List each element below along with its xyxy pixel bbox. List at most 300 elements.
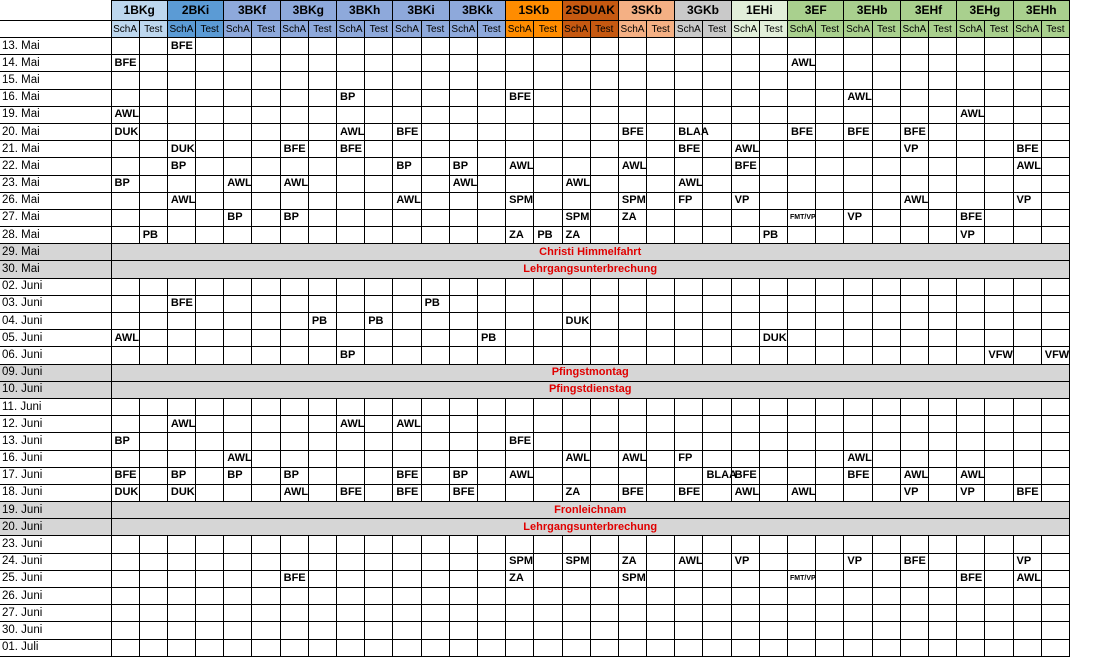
- empty-cell[interactable]: [365, 536, 393, 553]
- empty-cell[interactable]: [844, 313, 872, 330]
- empty-cell[interactable]: [788, 433, 816, 450]
- empty-cell[interactable]: [816, 295, 844, 312]
- empty-cell[interactable]: [900, 398, 928, 415]
- empty-cell[interactable]: [844, 158, 872, 175]
- empty-cell[interactable]: [1041, 192, 1069, 209]
- empty-cell[interactable]: [618, 605, 646, 622]
- empty-cell[interactable]: [618, 347, 646, 364]
- empty-cell[interactable]: [928, 398, 956, 415]
- class-header[interactable]: 3EHb: [844, 1, 900, 21]
- exam-cell[interactable]: BFE: [731, 467, 759, 484]
- empty-cell[interactable]: [393, 313, 421, 330]
- empty-cell[interactable]: [703, 89, 731, 106]
- empty-cell[interactable]: [365, 639, 393, 656]
- empty-cell[interactable]: [196, 570, 224, 587]
- empty-cell[interactable]: [167, 227, 195, 244]
- exam-cell[interactable]: BFE: [449, 484, 477, 501]
- empty-cell[interactable]: [957, 72, 985, 89]
- empty-cell[interactable]: [1041, 72, 1069, 89]
- empty-cell[interactable]: [900, 89, 928, 106]
- empty-cell[interactable]: [308, 605, 336, 622]
- empty-cell[interactable]: [788, 416, 816, 433]
- empty-cell[interactable]: [928, 467, 956, 484]
- exam-cell[interactable]: VFW: [985, 347, 1013, 364]
- empty-cell[interactable]: [1041, 433, 1069, 450]
- empty-cell[interactable]: [1041, 398, 1069, 415]
- exam-cell[interactable]: DUK: [167, 141, 195, 158]
- empty-cell[interactable]: [957, 605, 985, 622]
- empty-cell[interactable]: [196, 639, 224, 656]
- empty-cell[interactable]: [393, 209, 421, 226]
- empty-cell[interactable]: [928, 72, 956, 89]
- empty-cell[interactable]: [449, 72, 477, 89]
- empty-cell[interactable]: [900, 639, 928, 656]
- empty-cell[interactable]: [224, 278, 252, 295]
- empty-cell[interactable]: [618, 588, 646, 605]
- exam-cell[interactable]: BFE: [280, 570, 308, 587]
- class-header[interactable]: 3GKb: [675, 1, 731, 21]
- empty-cell[interactable]: [759, 295, 787, 312]
- empty-cell[interactable]: [928, 106, 956, 123]
- empty-cell[interactable]: [337, 55, 365, 72]
- empty-cell[interactable]: [844, 227, 872, 244]
- empty-cell[interactable]: [308, 570, 336, 587]
- empty-cell[interactable]: [562, 398, 590, 415]
- empty-cell[interactable]: [393, 639, 421, 656]
- empty-cell[interactable]: [308, 416, 336, 433]
- empty-cell[interactable]: [618, 398, 646, 415]
- empty-cell[interactable]: [900, 295, 928, 312]
- empty-cell[interactable]: [506, 123, 534, 140]
- empty-cell[interactable]: [167, 330, 195, 347]
- class-header[interactable]: 2SDUAK: [562, 1, 618, 21]
- empty-cell[interactable]: [224, 72, 252, 89]
- empty-cell[interactable]: [731, 55, 759, 72]
- empty-cell[interactable]: [449, 295, 477, 312]
- exam-cell[interactable]: DUK: [111, 123, 139, 140]
- empty-cell[interactable]: [111, 158, 139, 175]
- empty-cell[interactable]: [224, 536, 252, 553]
- empty-cell[interactable]: [1013, 639, 1041, 656]
- empty-cell[interactable]: [703, 553, 731, 570]
- exam-cell[interactable]: AWL: [788, 484, 816, 501]
- empty-cell[interactable]: [675, 536, 703, 553]
- empty-cell[interactable]: [759, 38, 787, 55]
- empty-cell[interactable]: [928, 209, 956, 226]
- empty-cell[interactable]: [477, 38, 505, 55]
- empty-cell[interactable]: [816, 158, 844, 175]
- empty-cell[interactable]: [731, 38, 759, 55]
- empty-cell[interactable]: [393, 295, 421, 312]
- empty-cell[interactable]: [759, 570, 787, 587]
- empty-cell[interactable]: [957, 416, 985, 433]
- empty-cell[interactable]: [985, 570, 1013, 587]
- empty-cell[interactable]: [252, 416, 280, 433]
- empty-cell[interactable]: [308, 622, 336, 639]
- exam-cell[interactable]: BLAA: [703, 467, 731, 484]
- empty-cell[interactable]: [647, 433, 675, 450]
- empty-cell[interactable]: [928, 38, 956, 55]
- empty-cell[interactable]: [618, 295, 646, 312]
- empty-cell[interactable]: [872, 536, 900, 553]
- empty-cell[interactable]: [647, 175, 675, 192]
- empty-cell[interactable]: [985, 536, 1013, 553]
- empty-cell[interactable]: [477, 89, 505, 106]
- empty-cell[interactable]: [111, 450, 139, 467]
- empty-cell[interactable]: [957, 622, 985, 639]
- empty-cell[interactable]: [985, 605, 1013, 622]
- empty-cell[interactable]: [224, 553, 252, 570]
- empty-cell[interactable]: [224, 570, 252, 587]
- empty-cell[interactable]: [393, 89, 421, 106]
- empty-cell[interactable]: [506, 295, 534, 312]
- empty-cell[interactable]: [675, 588, 703, 605]
- empty-cell[interactable]: [731, 622, 759, 639]
- empty-cell[interactable]: [139, 295, 167, 312]
- empty-cell[interactable]: [872, 588, 900, 605]
- empty-cell[interactable]: [872, 398, 900, 415]
- empty-cell[interactable]: [900, 622, 928, 639]
- empty-cell[interactable]: [1041, 209, 1069, 226]
- empty-cell[interactable]: [421, 416, 449, 433]
- empty-cell[interactable]: [421, 72, 449, 89]
- empty-cell[interactable]: [534, 484, 562, 501]
- empty-cell[interactable]: [900, 72, 928, 89]
- empty-cell[interactable]: [928, 330, 956, 347]
- empty-cell[interactable]: [647, 278, 675, 295]
- empty-cell[interactable]: [844, 38, 872, 55]
- empty-cell[interactable]: [534, 209, 562, 226]
- empty-cell[interactable]: [449, 123, 477, 140]
- empty-cell[interactable]: [675, 313, 703, 330]
- empty-cell[interactable]: [562, 55, 590, 72]
- exam-cell[interactable]: AWL: [788, 55, 816, 72]
- empty-cell[interactable]: [928, 553, 956, 570]
- empty-cell[interactable]: [1041, 227, 1069, 244]
- empty-cell[interactable]: [985, 209, 1013, 226]
- empty-cell[interactable]: [816, 398, 844, 415]
- empty-cell[interactable]: [985, 639, 1013, 656]
- empty-cell[interactable]: [1013, 416, 1041, 433]
- empty-cell[interactable]: [421, 639, 449, 656]
- exam-cell[interactable]: ZA: [618, 209, 646, 226]
- empty-cell[interactable]: [647, 227, 675, 244]
- exam-cell[interactable]: AWL: [167, 416, 195, 433]
- exam-cell[interactable]: PB: [365, 313, 393, 330]
- empty-cell[interactable]: [167, 553, 195, 570]
- exam-cell[interactable]: BFE: [506, 433, 534, 450]
- empty-cell[interactable]: [872, 484, 900, 501]
- empty-cell[interactable]: [421, 347, 449, 364]
- empty-cell[interactable]: [957, 330, 985, 347]
- empty-cell[interactable]: [731, 175, 759, 192]
- empty-cell[interactable]: [308, 278, 336, 295]
- empty-cell[interactable]: [872, 416, 900, 433]
- exam-cell[interactable]: FP: [675, 450, 703, 467]
- empty-cell[interactable]: [1013, 313, 1041, 330]
- exam-cell[interactable]: VP: [731, 192, 759, 209]
- empty-cell[interactable]: [788, 89, 816, 106]
- empty-cell[interactable]: [844, 622, 872, 639]
- empty-cell[interactable]: [872, 330, 900, 347]
- empty-cell[interactable]: [252, 209, 280, 226]
- empty-cell[interactable]: [449, 209, 477, 226]
- empty-cell[interactable]: [872, 38, 900, 55]
- empty-cell[interactable]: [337, 175, 365, 192]
- empty-cell[interactable]: [844, 330, 872, 347]
- empty-cell[interactable]: [759, 450, 787, 467]
- empty-cell[interactable]: [365, 570, 393, 587]
- empty-cell[interactable]: [647, 398, 675, 415]
- exam-cell[interactable]: BP: [167, 158, 195, 175]
- empty-cell[interactable]: [224, 295, 252, 312]
- empty-cell[interactable]: [816, 192, 844, 209]
- empty-cell[interactable]: [196, 158, 224, 175]
- empty-cell[interactable]: [703, 622, 731, 639]
- empty-cell[interactable]: [928, 227, 956, 244]
- empty-cell[interactable]: [534, 536, 562, 553]
- empty-cell[interactable]: [252, 433, 280, 450]
- empty-cell[interactable]: [590, 450, 618, 467]
- empty-cell[interactable]: [928, 536, 956, 553]
- empty-cell[interactable]: [308, 227, 336, 244]
- empty-cell[interactable]: [590, 175, 618, 192]
- empty-cell[interactable]: [534, 158, 562, 175]
- empty-cell[interactable]: [562, 433, 590, 450]
- empty-cell[interactable]: [337, 313, 365, 330]
- empty-cell[interactable]: [167, 123, 195, 140]
- exam-cell[interactable]: AWL: [393, 192, 421, 209]
- empty-cell[interactable]: [1041, 38, 1069, 55]
- empty-cell[interactable]: [477, 433, 505, 450]
- empty-cell[interactable]: [365, 55, 393, 72]
- empty-cell[interactable]: [703, 106, 731, 123]
- empty-cell[interactable]: [139, 398, 167, 415]
- empty-cell[interactable]: [590, 55, 618, 72]
- empty-cell[interactable]: [647, 209, 675, 226]
- empty-cell[interactable]: [534, 570, 562, 587]
- empty-cell[interactable]: [844, 416, 872, 433]
- empty-cell[interactable]: [534, 330, 562, 347]
- empty-cell[interactable]: [196, 605, 224, 622]
- empty-cell[interactable]: [788, 639, 816, 656]
- exam-cell[interactable]: FP: [675, 192, 703, 209]
- exam-cell[interactable]: BP: [224, 467, 252, 484]
- empty-cell[interactable]: [957, 347, 985, 364]
- empty-cell[interactable]: [872, 72, 900, 89]
- empty-cell[interactable]: [167, 175, 195, 192]
- empty-cell[interactable]: [590, 313, 618, 330]
- exam-cell[interactable]: VP: [844, 553, 872, 570]
- empty-cell[interactable]: [590, 141, 618, 158]
- exam-cell[interactable]: VP: [957, 227, 985, 244]
- empty-cell[interactable]: [816, 209, 844, 226]
- empty-cell[interactable]: [393, 106, 421, 123]
- empty-cell[interactable]: [675, 158, 703, 175]
- empty-cell[interactable]: [167, 622, 195, 639]
- empty-cell[interactable]: [928, 484, 956, 501]
- empty-cell[interactable]: [816, 227, 844, 244]
- empty-cell[interactable]: [618, 313, 646, 330]
- empty-cell[interactable]: [816, 330, 844, 347]
- exam-cell[interactable]: BP: [393, 158, 421, 175]
- empty-cell[interactable]: [872, 553, 900, 570]
- empty-cell[interactable]: [675, 639, 703, 656]
- empty-cell[interactable]: [393, 605, 421, 622]
- empty-cell[interactable]: [816, 38, 844, 55]
- empty-cell[interactable]: [365, 192, 393, 209]
- exam-cell[interactable]: SPM: [618, 192, 646, 209]
- empty-cell[interactable]: [1041, 123, 1069, 140]
- exam-cell[interactable]: BFE: [675, 141, 703, 158]
- empty-cell[interactable]: [957, 295, 985, 312]
- empty-cell[interactable]: [224, 313, 252, 330]
- exam-cell[interactable]: AWL: [167, 192, 195, 209]
- empty-cell[interactable]: [703, 38, 731, 55]
- empty-cell[interactable]: [280, 605, 308, 622]
- empty-cell[interactable]: [872, 141, 900, 158]
- empty-cell[interactable]: [928, 192, 956, 209]
- empty-cell[interactable]: [337, 278, 365, 295]
- empty-cell[interactable]: [872, 55, 900, 72]
- empty-cell[interactable]: [167, 89, 195, 106]
- empty-cell[interactable]: [1013, 209, 1041, 226]
- empty-cell[interactable]: [900, 433, 928, 450]
- empty-cell[interactable]: [280, 38, 308, 55]
- empty-cell[interactable]: [224, 416, 252, 433]
- empty-cell[interactable]: [844, 639, 872, 656]
- exam-cell[interactable]: PB: [308, 313, 336, 330]
- empty-cell[interactable]: [675, 295, 703, 312]
- exam-cell[interactable]: VP: [1013, 553, 1041, 570]
- exam-cell[interactable]: BFE: [337, 484, 365, 501]
- empty-cell[interactable]: [957, 123, 985, 140]
- empty-cell[interactable]: [816, 433, 844, 450]
- empty-cell[interactable]: [365, 433, 393, 450]
- empty-cell[interactable]: [534, 106, 562, 123]
- empty-cell[interactable]: [562, 278, 590, 295]
- empty-cell[interactable]: [647, 467, 675, 484]
- exam-cell[interactable]: ZA: [618, 553, 646, 570]
- empty-cell[interactable]: [393, 278, 421, 295]
- empty-cell[interactable]: [139, 38, 167, 55]
- empty-cell[interactable]: [308, 536, 336, 553]
- empty-cell[interactable]: [928, 313, 956, 330]
- empty-cell[interactable]: [562, 330, 590, 347]
- empty-cell[interactable]: [308, 484, 336, 501]
- empty-cell[interactable]: [477, 55, 505, 72]
- empty-cell[interactable]: [816, 467, 844, 484]
- empty-cell[interactable]: [111, 38, 139, 55]
- empty-cell[interactable]: [139, 192, 167, 209]
- empty-cell[interactable]: [675, 227, 703, 244]
- empty-cell[interactable]: [337, 192, 365, 209]
- empty-cell[interactable]: [534, 588, 562, 605]
- empty-cell[interactable]: [928, 89, 956, 106]
- empty-cell[interactable]: [1041, 55, 1069, 72]
- empty-cell[interactable]: [139, 55, 167, 72]
- empty-cell[interactable]: [957, 639, 985, 656]
- empty-cell[interactable]: [337, 106, 365, 123]
- exam-cell[interactable]: BP: [111, 175, 139, 192]
- empty-cell[interactable]: [647, 106, 675, 123]
- empty-cell[interactable]: [844, 278, 872, 295]
- exam-cell[interactable]: BFE: [167, 38, 195, 55]
- empty-cell[interactable]: [111, 605, 139, 622]
- empty-cell[interactable]: [252, 295, 280, 312]
- empty-cell[interactable]: [365, 38, 393, 55]
- empty-cell[interactable]: [534, 433, 562, 450]
- empty-cell[interactable]: [224, 398, 252, 415]
- exam-cell[interactable]: VP: [1013, 192, 1041, 209]
- empty-cell[interactable]: [816, 89, 844, 106]
- empty-cell[interactable]: [139, 467, 167, 484]
- exam-cell[interactable]: SPM: [618, 570, 646, 587]
- exam-cell[interactable]: AWL: [675, 553, 703, 570]
- empty-cell[interactable]: [1041, 622, 1069, 639]
- empty-cell[interactable]: [590, 123, 618, 140]
- empty-cell[interactable]: [788, 106, 816, 123]
- empty-cell[interactable]: [816, 570, 844, 587]
- empty-cell[interactable]: [788, 347, 816, 364]
- empty-cell[interactable]: [647, 330, 675, 347]
- exam-cell[interactable]: ZA: [562, 484, 590, 501]
- empty-cell[interactable]: [618, 639, 646, 656]
- empty-cell[interactable]: [844, 347, 872, 364]
- empty-cell[interactable]: [196, 330, 224, 347]
- empty-cell[interactable]: [252, 570, 280, 587]
- empty-cell[interactable]: [449, 106, 477, 123]
- empty-cell[interactable]: [506, 416, 534, 433]
- empty-cell[interactable]: [111, 89, 139, 106]
- empty-cell[interactable]: [928, 141, 956, 158]
- empty-cell[interactable]: [985, 450, 1013, 467]
- empty-cell[interactable]: [196, 450, 224, 467]
- empty-cell[interactable]: [477, 605, 505, 622]
- empty-cell[interactable]: [816, 622, 844, 639]
- exam-cell[interactable]: AWL: [900, 192, 928, 209]
- empty-cell[interactable]: [590, 536, 618, 553]
- empty-cell[interactable]: [872, 467, 900, 484]
- empty-cell[interactable]: [280, 89, 308, 106]
- exam-cell[interactable]: BFE: [506, 89, 534, 106]
- empty-cell[interactable]: [224, 588, 252, 605]
- empty-cell[interactable]: [280, 313, 308, 330]
- empty-cell[interactable]: [562, 106, 590, 123]
- empty-cell[interactable]: [562, 467, 590, 484]
- empty-cell[interactable]: [788, 536, 816, 553]
- empty-cell[interactable]: [675, 347, 703, 364]
- empty-cell[interactable]: [337, 227, 365, 244]
- empty-cell[interactable]: [788, 192, 816, 209]
- empty-cell[interactable]: [1013, 278, 1041, 295]
- empty-cell[interactable]: [393, 227, 421, 244]
- empty-cell[interactable]: [618, 141, 646, 158]
- empty-cell[interactable]: [618, 89, 646, 106]
- empty-cell[interactable]: [675, 209, 703, 226]
- empty-cell[interactable]: [562, 416, 590, 433]
- exam-cell[interactable]: BP: [167, 467, 195, 484]
- empty-cell[interactable]: [111, 192, 139, 209]
- exam-cell[interactable]: VP: [731, 553, 759, 570]
- empty-cell[interactable]: [449, 570, 477, 587]
- empty-cell[interactable]: [647, 89, 675, 106]
- exam-cell[interactable]: SPM: [562, 209, 590, 226]
- empty-cell[interactable]: [167, 433, 195, 450]
- empty-cell[interactable]: [139, 484, 167, 501]
- empty-cell[interactable]: [449, 278, 477, 295]
- empty-cell[interactable]: [872, 450, 900, 467]
